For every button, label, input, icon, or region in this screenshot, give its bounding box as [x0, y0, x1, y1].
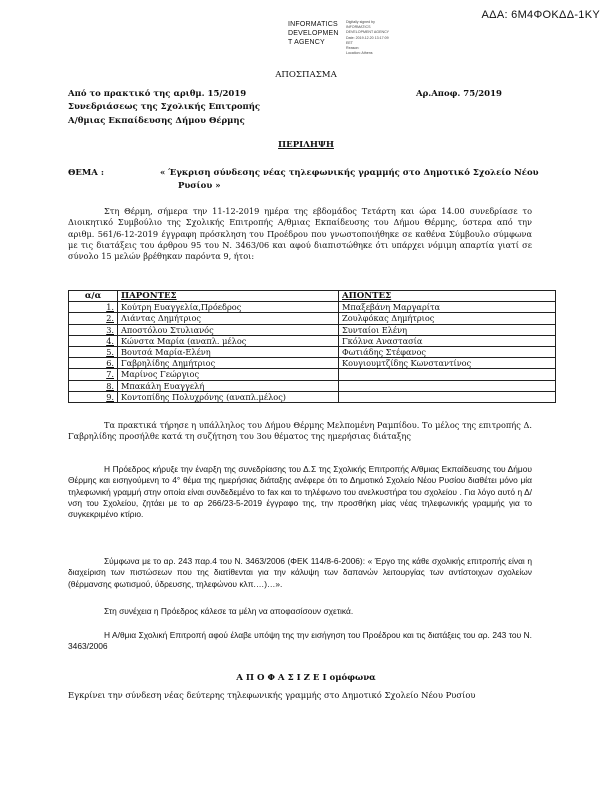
absent-member: [339, 391, 556, 402]
document-title: ΑΠΟΣΠΑΣΜΑ: [275, 70, 337, 80]
stamp-line-3: T AGENCY: [288, 39, 325, 46]
present-member: Λιάντας Δημήτριος: [118, 313, 339, 324]
table-row: [69, 391, 556, 402]
row-index: 3.: [69, 324, 118, 335]
decision-heading: Α Π Ο Φ Α Σ Ι Ζ Ε Ι ομόφωνα: [236, 673, 376, 683]
meeting-line: Συνεδριάσεως της Σχολικής Επιτροπής: [68, 102, 261, 112]
subject-line-1: « Έγκριση σύνδεσης νέας τηλεφωνικής γραμμής στο Δημοτικό Σχολείο Νέου: [160, 168, 539, 178]
stamp-detail: Date: 2019.12.20 13:17:09: [346, 35, 389, 40]
table-header-row: [69, 291, 556, 302]
body-paragraph-2: [68, 556, 532, 590]
stamp-detail: Digitally signed by: [346, 20, 375, 24]
table-row: [69, 380, 556, 391]
absent-member: Κουγιουμτζίδης Κωνσταντίνος: [339, 358, 556, 369]
absent-member: Φωτιάδης Στέφανος: [339, 346, 556, 357]
stamp-detail: Location: Athens: [346, 51, 373, 56]
body-paragraph-1: [68, 464, 532, 520]
col-present: ΠΑΡΟΝΤΕΣ: [118, 291, 339, 302]
row-index: 6.: [69, 358, 118, 369]
body-text-2: Σύμφωνα με το αρ. 243 παρ.4 του Ν. 3463/2006 (ΦΕΚ 114/8-6-2006): « Έργο της κάθε σχολικής επιτροπής είναι η διαχείριση των πιστώσεων που της διατίθενται για την κάλυψη των δαπανών λειτουργίας των αντίστοιχων σχολείων (θέρμανσης φωτισμού, ύδρευσης, τηλεφώνου κλπ.…)…».: [68, 556, 532, 589]
absent-member: Συνταίοι Ελένη: [339, 324, 556, 335]
intro-text: Στη Θέρμη, σήμερα την 11-12-2019 ημέρα της εβδομάδος Τετάρτη και ώρα 14.00 συνεδρίασε το Διοικητικό Συμβούλιο της Σχολικής Επιτροπής Α/θμιας Εκπαίδευσης του Δήμου Θέρμης, ύστερα από την αριθμ. 561/6-12-2019 έγγραφη πρόσκληση του Προέδρου που γνωστοποιήθηκε σε καθένα Σύμβουλο σύμφωνα με τις διατάξεις του άρθρου 95 του Ν. 3463/06 και αφού διαπιστώθηκε ότι υπάρχει νόμιμη απαρτία γιατί σε σύνολο 15 μελών βρέθηκαν παρόντα 9, ήτοι:: [68, 206, 532, 262]
row-index: 2.: [69, 313, 118, 324]
present-member: Μπακάλη Ευαγγελή: [118, 380, 339, 391]
attendance-table: [68, 290, 556, 403]
stamp-line-1: INFORMATICS: [288, 21, 338, 28]
table-row: [69, 335, 556, 346]
ada-code: ΑΔΑ: 6Μ4ΦΟΚΔΔ-1ΚΥ: [481, 9, 600, 21]
authority-line: Α/θμιας Εκπαίδευσης Δήμου Θέρμης: [68, 116, 245, 126]
decision-number: Αρ.Αποφ. 75/2019: [416, 89, 502, 99]
absent-member: [339, 380, 556, 391]
present-member: Κοντοπίδης Πολυχρόνης (αναπλ.μέλος): [118, 391, 339, 402]
present-member: Βουτσά Μαρία-Ελένη: [118, 346, 339, 357]
body-text-4: Η Α/θμια Σχολική Επιτροπή αφού έλαβε υπόψη της την εισήγηση του Προέδρου και τις διατάξεις του αρ. 243 του Ν. 3463/2006: [68, 630, 532, 652]
stamp-detail: EET: [346, 40, 353, 45]
final-decision: Εγκρίνει την σύνδεση νέας δεύτερης τηλεφωνικής γραμμής στο Δημοτικό Σχολείο Νέου Ρυσίου: [68, 690, 476, 700]
stamp-line-2: DEVELOPMEN: [288, 30, 339, 37]
col-index: α/α: [69, 291, 118, 302]
stamp-details: [346, 20, 410, 56]
stamp-detail: Reason:: [346, 46, 360, 51]
table-row: [69, 346, 556, 357]
body-paragraph-3: [68, 606, 532, 617]
body-text-3: Στη συνέχεια η Πρόεδρος κάλεσε τα μέλη να αποφασίσουν σχετικά.: [104, 606, 354, 616]
absent-member: Γκόλνα Αναστασία: [339, 335, 556, 346]
col-absent: ΑΠΟΝΤΕΣ: [339, 291, 556, 302]
absent-member: Ζουλφόκας Δημήτριος: [339, 313, 556, 324]
table-row: [69, 369, 556, 380]
body-text-1: Η Πρόεδρος κήρυξε την έναρξη της συνεδρίασης του Δ.Σ της Σχολικής Επιτροπής Α/θμιας Εκπαίδευσης του Δήμου Θέρμης και εισηγούμενη το 4° θέμα της ημερήσιας διάταξης ανέφερε ότι το Δημοτικό Σχολείο Νέου Ρυσίου διαθέτει μόνο μία τηλεφωνική γραμμή στην οποία είναι συνδεδεμένο το fax και το τηλέφωνο του ανελκυστήρα του σχολείου . Για λόγο αυτό η Δ/νση του Σχολείου, ζητάει με το αρ 266/23-5-2019 έγγραφο της, την προσθήκη μίας νέας τηλεφωνικής γραμμής για το συγκεκριμένο κτίριο.: [68, 464, 532, 520]
row-index: 4.: [69, 335, 118, 346]
absent-member: Μπαξεβάνη Μαργαρίτα: [339, 302, 556, 313]
table-row: [69, 313, 556, 324]
table-row: [69, 302, 556, 313]
subject-line-2: Ρυσίου »: [178, 181, 221, 191]
absent-member: [339, 369, 556, 380]
body-paragraph-4: [68, 630, 532, 653]
stamp-detail: DEVELOPMENT AGENCY: [346, 30, 390, 35]
row-index: 9.: [69, 391, 118, 402]
minutes-ref: Από το πρακτικό της αριθμ. 15/2019: [68, 89, 247, 99]
intro-paragraph: [68, 206, 532, 262]
row-index: 7.: [69, 369, 118, 380]
note-paragraph: [68, 420, 532, 443]
present-member: Κούτρη Ευαγγελία,Πρόεδρος: [118, 302, 339, 313]
present-member: Γαβρηλίδης Δημήτριος: [118, 358, 339, 369]
signature-stamp: [288, 20, 390, 56]
row-index: 1.: [69, 302, 118, 313]
present-member: Αποστόλου Στυλιανός: [118, 324, 339, 335]
present-member: Μαρίνος Γεώργιος: [118, 369, 339, 380]
stamp-detail: INFORMATICS: [346, 25, 371, 30]
subject-label: ΘΕΜΑ :: [68, 168, 104, 178]
table-row: [69, 324, 556, 335]
table-row: [69, 358, 556, 369]
present-member: Κώνστα Μαρία (αναπλ. μέλος: [118, 335, 339, 346]
note-text: Τα πρακτικά τήρησε η υπάλληλος του Δήμου Θέρμης Μελπομένη Ραμπίδου. Το μέλος της επιτροπής Δ. Γαβρηλίδης προσήλθε κατά τη συζήτηση του 3ου θέματος της ημερήσιας διάταξης: [68, 420, 532, 442]
row-index: 5.: [69, 346, 118, 357]
summary-title: ΠΕΡΙΛΗΨΗ: [278, 140, 334, 150]
row-index: 8.: [69, 380, 118, 391]
